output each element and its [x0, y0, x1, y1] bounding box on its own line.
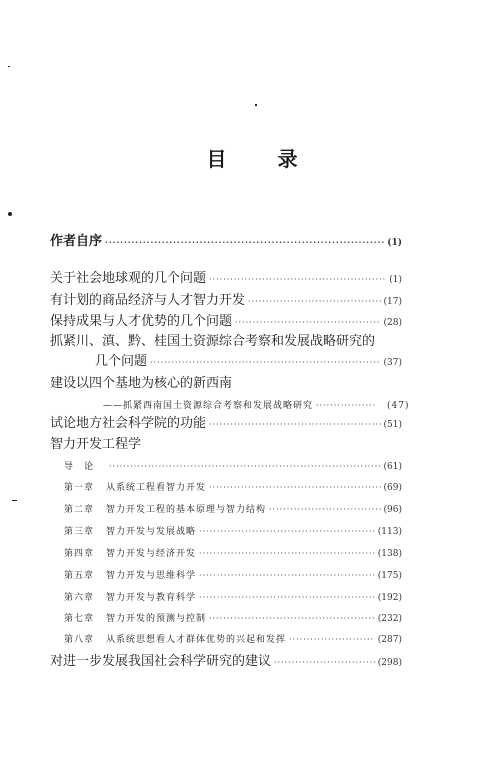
toc-entry[interactable]	[50, 653, 402, 672]
toc-entry-preface[interactable]	[50, 233, 402, 252]
toc-chapter[interactable]	[64, 460, 402, 474]
chapter-page: (138)	[377, 549, 402, 559]
entry-label: 智力开发工程学	[50, 437, 142, 452]
dot-leader	[209, 416, 381, 434]
toc-chapter[interactable]	[64, 569, 402, 583]
entry-label: 几个问题	[95, 354, 148, 369]
entry-page: (47)	[387, 401, 410, 411]
dot-leader	[209, 612, 375, 626]
chapter-number: 第一章	[64, 483, 95, 493]
entry-page: (51)	[383, 420, 402, 430]
chapter-label: 智力开发与教育科学	[106, 593, 197, 603]
toc-entry[interactable]	[50, 313, 402, 332]
dot-leader	[235, 314, 381, 332]
toc-entry-subtitle[interactable]	[103, 397, 410, 415]
dot-leader	[199, 569, 375, 583]
chapter-label: 从系统工程看智力开发	[106, 483, 207, 493]
entry-label: 建设以四个基地为核心的新西南	[50, 376, 233, 391]
chapter-label: 智力开发的预测与控制	[106, 614, 207, 624]
toc-chapter[interactable]	[64, 612, 402, 626]
chapter-page: (287)	[377, 635, 402, 645]
chapter-number: 第七章	[64, 614, 95, 624]
chapter-label: 智力开发与发展战略	[106, 527, 197, 537]
chapter-label: 智力开发工程的基本原理与智力结构	[106, 505, 267, 515]
chapter-label: 智力开发与思维科学	[106, 571, 197, 581]
dot-leader	[209, 481, 381, 495]
chapter-page: (113)	[377, 527, 402, 537]
toc-entry-continuation[interactable]	[95, 353, 402, 372]
entry-page: (1)	[387, 238, 402, 248]
chapter-label: 智力开发与经济开发	[106, 549, 197, 559]
dot-leader	[316, 397, 376, 415]
entry-label: 抓紧川、滇、黔、桂国土资源综合考察和发展战略研究的	[50, 334, 376, 349]
chapter-number: 第六章	[64, 593, 95, 603]
entry-label: 试论地方社会科学院的功能	[50, 416, 207, 431]
toc-chapter[interactable]	[64, 525, 402, 539]
dot-leader	[209, 271, 386, 289]
chapter-page: (192)	[377, 593, 402, 603]
dot-leader	[150, 354, 381, 372]
entry-label: 有计划的商品经济与人才智力开发	[50, 293, 246, 308]
entry-page: (17)	[383, 297, 402, 307]
toc-chapter[interactable]	[64, 591, 402, 605]
toc-entry-section[interactable]	[50, 436, 402, 454]
dot-leader	[199, 591, 375, 605]
entry-label: 对进一步发展我国社会科学研究的建议	[50, 654, 272, 669]
chapter-number: 第五章	[64, 571, 95, 581]
toc-entry[interactable]	[50, 375, 402, 393]
chapter-page: (61)	[383, 462, 402, 472]
toc-chapter[interactable]	[64, 633, 402, 647]
toc-entry[interactable]	[50, 415, 402, 434]
dot-leader	[109, 460, 381, 474]
page-title: 目 录	[206, 147, 320, 171]
chapter-page: (232)	[377, 614, 402, 624]
dot-leader	[274, 654, 375, 672]
chapter-page: (96)	[383, 505, 402, 515]
toc-chapter[interactable]	[64, 481, 402, 495]
dot-leader	[269, 503, 381, 517]
chapter-page: (69)	[383, 483, 402, 493]
entry-page: (37)	[383, 358, 402, 368]
scan-speck	[12, 500, 17, 501]
dot-leader	[105, 233, 384, 251]
toc-entry[interactable]	[50, 270, 402, 289]
chapter-number: 第八章	[64, 635, 95, 645]
dot-leader	[199, 547, 375, 561]
scan-speck	[8, 212, 12, 216]
entry-label: 作者自序	[50, 234, 103, 249]
dot-leader	[199, 525, 375, 539]
entry-page: (1)	[389, 275, 402, 285]
chapter-number: 第四章	[64, 549, 95, 559]
dot-leader	[248, 293, 381, 311]
toc-chapter[interactable]	[64, 547, 402, 561]
entry-page: (298)	[377, 658, 402, 668]
entry-label: ——抓紧西南国土资源综合考察和发展战略研究	[103, 401, 314, 411]
chapter-number: 导 论	[64, 462, 95, 472]
entry-label: 关于社会地球观的几个问题	[50, 271, 207, 286]
dot-leader	[289, 633, 375, 647]
scan-speck	[8, 66, 10, 67]
scan-speck	[255, 104, 257, 106]
entry-label: 保持成果与人才优势的几个问题	[50, 314, 233, 329]
chapter-page: (175)	[377, 571, 402, 581]
toc-chapter[interactable]	[64, 503, 402, 517]
chapter-number: 第三章	[64, 527, 95, 537]
toc-entry[interactable]	[50, 292, 402, 311]
chapter-number: 第二章	[64, 505, 95, 515]
entry-page: (28)	[383, 318, 402, 328]
chapter-label: 从系统思想看人才群体优势的兴起和发挥	[106, 635, 287, 645]
toc-entry[interactable]	[50, 333, 402, 351]
